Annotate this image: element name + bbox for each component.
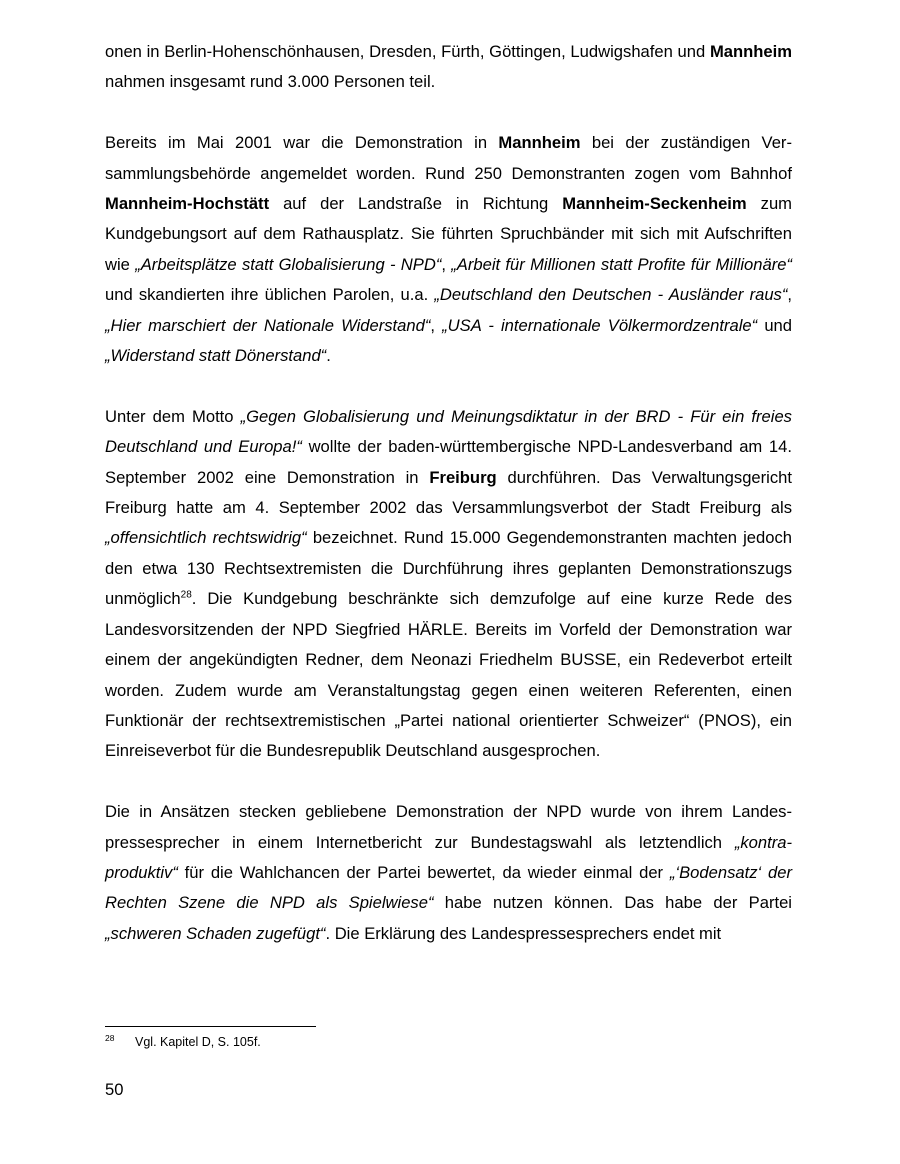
text-run: . Die Erklärung des Landespressesprechers endet mit	[325, 923, 722, 943]
text-run: bezeichnet. Rund 15.000 Gegendemonstranten machten jedoch den etwa 130 Rechtsextremisten die Durchführung ihres geplanten Demonstrationszugs unmöglich	[105, 528, 792, 609]
text-run: .	[326, 346, 331, 366]
text-run: Die in Ansätzen stecken gebliebene Demonstration der NPD wurde von ihrem Landespressesprecher in einem Internetbericht zur Bundestagswahl als letztendlich	[105, 802, 792, 852]
text-run: und skandierten ihre üblichen Parolen, u.a.	[105, 285, 435, 305]
text-run: durchführen. Das Verwaltungsgericht Freiburg hatte am 4. September 2002 das Versammlungsverbot der Stadt Freiburg als	[105, 467, 792, 518]
text-run: auf der Landstraße in Richtung	[269, 194, 563, 214]
paragraph	[105, 128, 792, 371]
text-run: habe nutzen können. Das habe der Partei	[433, 893, 792, 913]
quoted-text: „Deutschland den Deutschen - Ausländer raus“	[434, 285, 788, 305]
footnote-reference: 28	[180, 589, 192, 601]
text-run: ,	[430, 315, 443, 335]
footnote-separator	[105, 1026, 316, 1027]
body-text	[105, 37, 792, 980]
bold-text: Mannheim	[498, 133, 581, 153]
text-run: ,	[787, 285, 792, 305]
text-run: und	[757, 315, 793, 335]
bold-text: Mannheim	[709, 42, 792, 61]
paragraph	[105, 797, 792, 949]
quoted-text: „kontraproduktiv“	[105, 832, 792, 882]
text-run: ,	[441, 254, 452, 274]
quoted-text: „Hier marschiert der Nationale Widerstand“	[105, 315, 431, 335]
page-number: 50	[105, 1080, 124, 1099]
footnote-number: 28	[105, 1033, 115, 1043]
paragraph	[105, 402, 792, 767]
bold-text: Mannheim-Seckenheim	[562, 194, 747, 214]
text-run: zum Kundgebungsort auf dem Rathausplatz. Sie führten Spruchbänder mit sich mit Aufschriften wie	[105, 194, 792, 274]
quoted-text: „offensichtlich rechtswidrig“	[105, 528, 307, 548]
quoted-text: „‘Bodensatz‘ der Rechten Szene die NPD als Spielwiese“	[105, 862, 792, 913]
text-run: für die Wahlchancen der Partei bewertet, da wieder einmal der	[177, 862, 670, 882]
bold-text: Freiburg	[429, 467, 497, 487]
text-run: . Die Kundgebung beschränkte sich demzufolge auf eine kurze Rede des Landesvorsitzenden der NPD Siegfried HÄRLE. Bereits im Vorfeld der Demonstration war einem der angekündigten Redner, dem Neonazi Friedhelm BUSSE, ein Redeverbot erteilt worden. Zudem wurde am Veranstaltungstag gegen einen weiteren Referenten, einen Funktionär der rechtsextremistischen „Partei national orientierter Schweizer“ (PNOS), ein Einreiseverbot für die Bundesrepublik Deutschland ausgesprochen.	[105, 589, 792, 761]
paragraph	[105, 37, 792, 98]
quoted-text: „Gegen Globalisierung und Meinungsdiktatur in der BRD - Für ein freies Deutschland und Europa!“	[105, 406, 792, 457]
text-run: Unter dem Motto	[105, 406, 241, 426]
quoted-text: „Arbeitsplätze statt Globalisierung - NPD“	[135, 254, 442, 274]
text-run: bei der zuständigen Versammlungsbehörde angemeldet worden. Rund 250 Demonstranten zogen vom Bahnhof	[105, 133, 792, 183]
bold-text: Mannheim-Hochstätt	[105, 194, 270, 214]
quoted-text: „Arbeit für Millionen statt Profite für Millionäre“	[451, 254, 792, 274]
footnote-text: Vgl. Kapitel D, S. 105f.	[135, 1035, 261, 1049]
text-run: Bereits im Mai 2001 war die Demonstration in	[105, 133, 499, 153]
quoted-text: „USA - internationale Völkermordzentrale“	[442, 315, 758, 335]
quoted-text: „schweren Schaden zugefügt“	[105, 923, 326, 943]
quoted-text: „Widerstand statt Dönerstand“	[105, 346, 327, 366]
text-run: onen in Berlin-Hohenschönhausen, Dresden, Fürth, Göttingen, Ludwigshafen und	[105, 42, 710, 61]
text-run: nahmen insgesamt rund 3.000 Personen teil.	[105, 72, 436, 92]
text-run: wollte der baden-württembergische NPD-Landesverband am 14. September 2002 eine Demonstration in	[105, 437, 792, 487]
